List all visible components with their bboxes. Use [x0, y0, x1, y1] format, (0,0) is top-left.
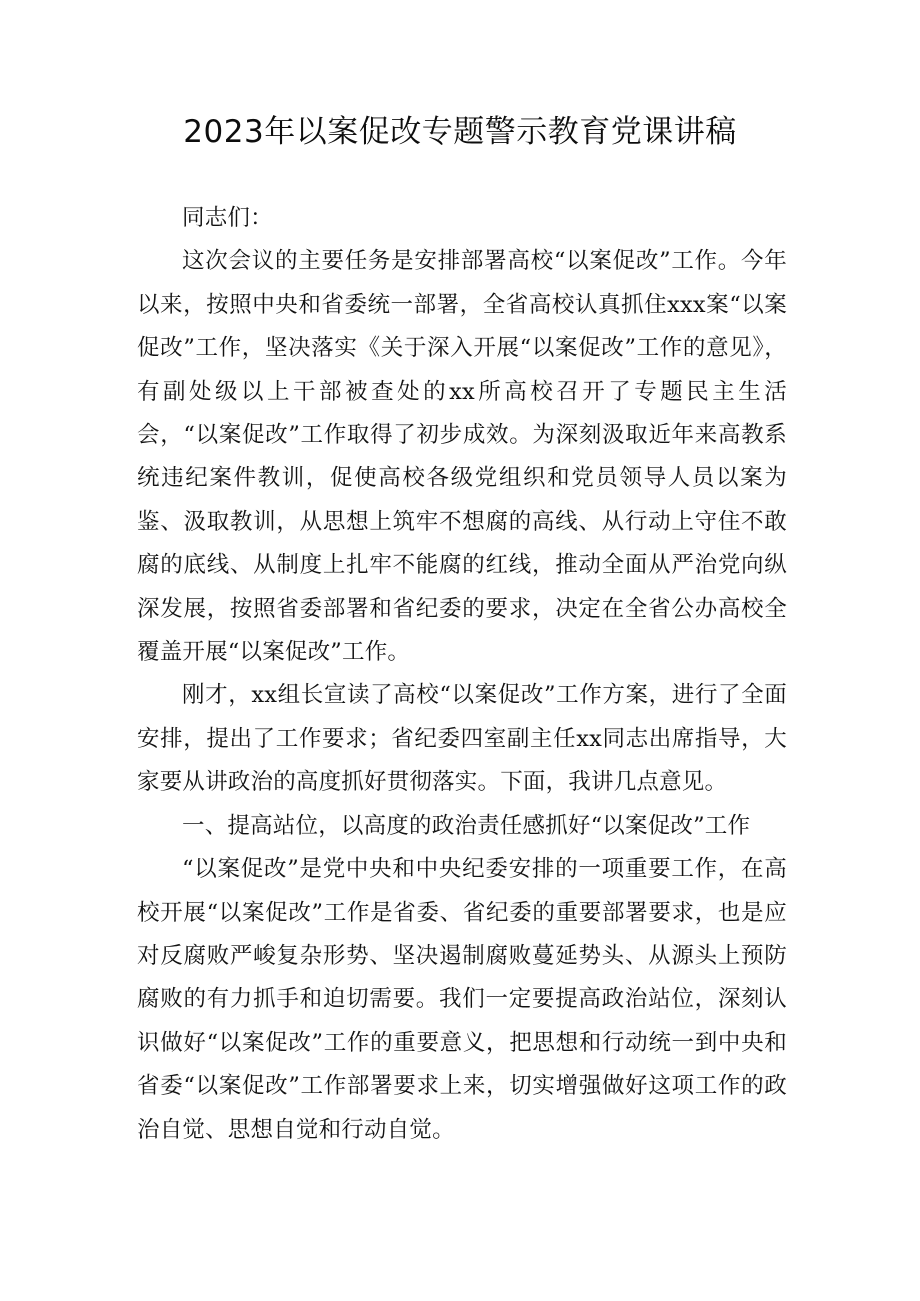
document-body [137, 197, 787, 1152]
section-heading-1: 一、提高站位，以高度的政治责任感抓好“以案促改”工作 [182, 812, 751, 839]
salutation-paragraph: 同志们： [182, 205, 273, 231]
section-1-paragraph: “以案促改”是党中央和中央纪委安排的一项重要工作，在高校开展“以案促改”工作是省委、省纪委的重要部署要求，也是应对反腐败严峻复杂形势、坚决遏制腐败蔓延势头、从源头上预防腐败的有力抓手和迫切需要。我们一定要提高政治站位，深刻认识做好“以案促改”工作的重要意义，把思想和行动统一到中央和省委“以案促改”工作部署要求上来，切实增强做好这项工作的政治自觉、思想自觉和行动自觉。 [137, 856, 787, 1143]
context-paragraph: 刚才，xx组长宣读了高校“以案促改”工作方案，进行了全面安排，提出了工作要求；省纪委四室副主任xx同志出席指导，大家要从讲政治的高度抓好贯彻落实。下面，我讲几点意见。 [137, 682, 787, 796]
document-title: 2023年以案促改专题警示教育党课讲稿 [183, 114, 737, 150]
intro-paragraph: 这次会议的主要任务是安排部署高校“以案促改”工作。今年以来，按照中央和省委统一部署，全省高校认真抓住xxx案“以案促改”工作，坚决落实《关于深入开展“以案促改”工作的意见》，有副处级以上干部被查处的xx所高校召开了专题民主生活会，“以案促改”工作取得了初步成效。为深刻汲取近年来高教系统违纪案件教训，促使高校各级党组织和党员领导人员以案为鉴、汲取教训，从思想上筑牢不想腐的高线、从行动上守住不敢腐的底线、从制度上扎牢不能腐的红线，推动全面从严治党向纵深发展，按照省委部署和省纪委的要求，决定在全省公办高校全覆盖开展“以案促改”工作。 [137, 248, 787, 666]
